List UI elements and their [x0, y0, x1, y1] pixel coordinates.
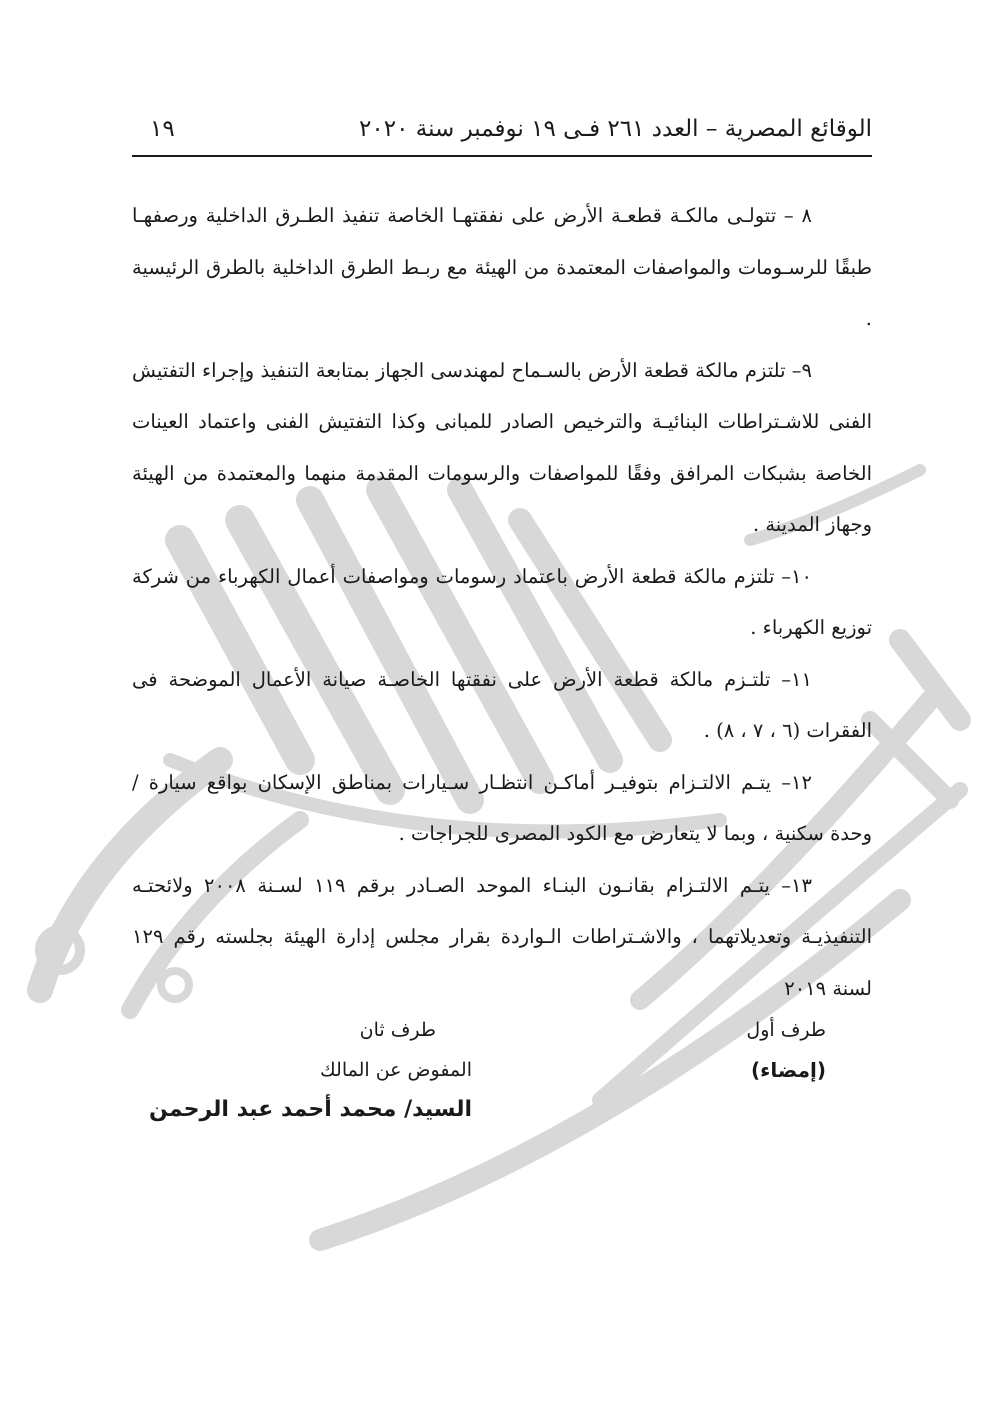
- first-party-label: طرف أول: [746, 1019, 826, 1041]
- paragraph-item-13: ١٣– يتـم الالتـزام بقانـون البنـاء الموحد الصـادر برقم ١١٩ لسـنة ٢٠٠٨ ولائحتـه التنفيذيـة وتعديلاتهما ، والاشـتراطات الـواردة بقرار مجلس إدارة الهيئة بجلسته رقم ١٢٩ لسنة ٢٠١٩: [132, 873, 872, 1000]
- paragraph-item-10: ١٠– تلتزم مالكة قطعة الأرض باعتماد رسومات ومواصفات أعمال الكهرباء من شركة توزيع الكهرباء .: [132, 564, 872, 639]
- document-body: [132, 190, 872, 1014]
- second-party-name: السيد/ محمد أحمد عبد الرحمن: [149, 1097, 472, 1122]
- first-party-sign: (إمضاء): [751, 1058, 826, 1082]
- first-party-signature: [666, 1010, 826, 1090]
- paragraph-item-12: ١٢– يتـم الالتـزام بتوفيـر أماكـن انتظـار سـيارات بمناطق الإسكان بواقع سيارة / وحدة سكنية ، وبما لا يتعارض مع الكود المصرى للجراجات .: [132, 770, 872, 845]
- page-number: ١٩: [150, 116, 175, 142]
- paragraph-item-8: ٨ – تتولـى مالكـة قطعـة الأرض على نفقتهـا الخاصة تنفيذ الطـرق الداخلية ورصفهـا طبقًا للرسـومات والمواصفات المعتمدة من الهيئة مع ربـط الطرق الداخلية بالطرق الرئيسية .: [132, 204, 872, 330]
- signature-block: [132, 1010, 872, 1140]
- header-title: الوقائع المصرية – العدد ٢٦١ فـى ١٩ نوفمبر سنة ٢٠٢٠: [359, 116, 872, 142]
- second-party-role: المفوض عن المالك: [320, 1059, 472, 1081]
- second-party-signature: [132, 1010, 472, 1130]
- paragraph-item-11: ١١– تلتـزم مالكة قطعة الأرض على نفقتها الخاصـة صيانة الأعمال الموضحة فى الفقرات (٦ ، ٧ ، ٨) .: [132, 667, 872, 742]
- second-party-label: طرف ثان: [359, 1019, 436, 1041]
- header-divider: [132, 155, 872, 157]
- paragraph-item-9: ٩– تلتزم مالكة قطعة الأرض بالسـماح لمهندسى الجهاز بمتابعة التنفيذ وإجراء التفتيش الفنى للاشـتراطات البنائيـة والترخيص الصادر للمبانى وكذا التفتيش الفنى واعتماد العينات الخاصة بشبكات المرافق وفقًا للمواصفات والرسومات المقدمة منهما والمعتمدة من الهيئة وجهاز المدينة .: [132, 358, 872, 536]
- page-header: [132, 112, 872, 154]
